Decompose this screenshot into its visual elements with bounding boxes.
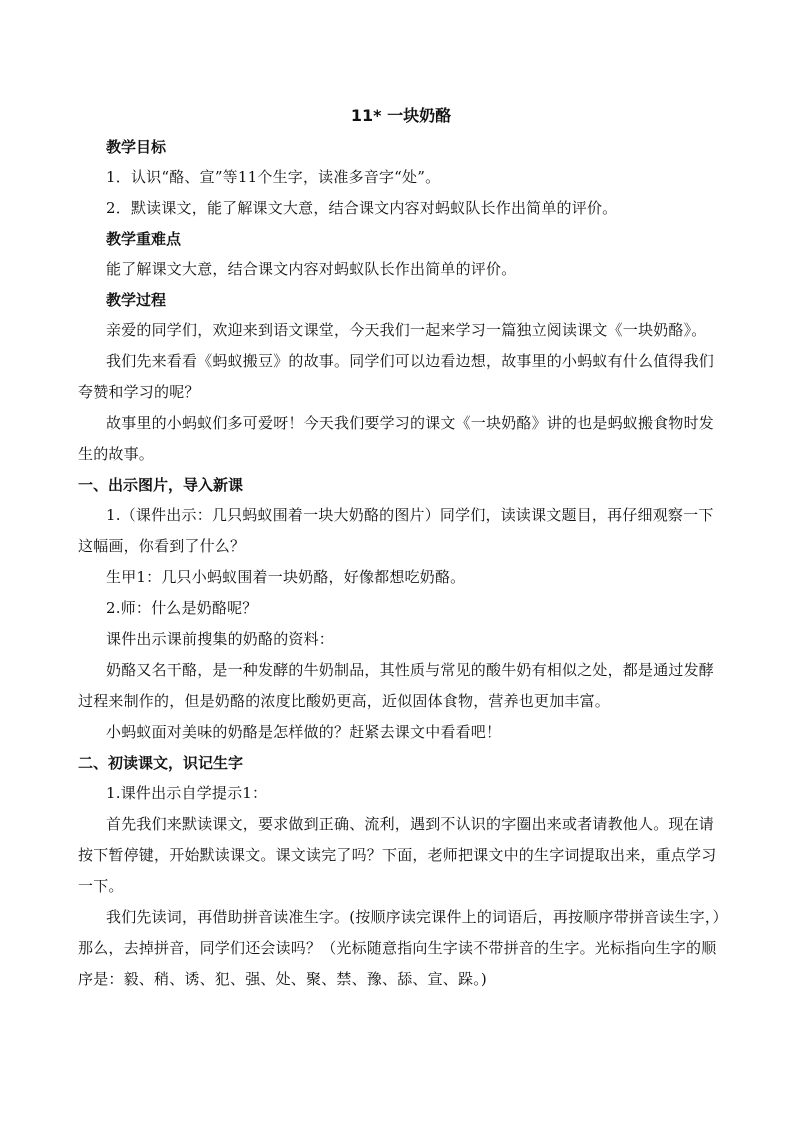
key-points-heading: 教学重难点 <box>106 230 182 248</box>
part1-paragraph-3: 2.师：什么是奶酪呢？ <box>106 599 258 617</box>
key-points-text: 能了解课文大意，结合课文内容对蚂蚁队长作出简单的评价。 <box>106 260 517 278</box>
part2-paragraph-3: 我们先读词，再借助拼音读准生字。(按顺序读完课件上的词语后，再按顺序带拼音读生字，）那么，去掉拼音，同学们还会读吗？（光标随意指向生字读不带拼音的生字。光标指向生字的顺序是：毅、稍、诱、犯、强、处、聚、禁、豫、舔、宣、跺。) <box>78 908 721 988</box>
part1-paragraph-4: 课件出示课前搜集的奶酪的资料： <box>106 630 335 648</box>
part1-paragraph-6: 小蚂蚁面对美味的奶酪是怎样做的？赶紧去课文中看看吧！ <box>106 723 502 741</box>
page-title: 11* 一块奶酪 <box>350 106 452 125</box>
part2-paragraph-2: 首先我们来默读课文，要求做到正确、流利，遇到不认识的字圈出来或者请教他人。现在请按下暂停键，开始默读课文。课文读完了吗？下面，老师把课文中的生字词提取出来，重点学习一下。 <box>78 815 717 895</box>
goals-heading: 教学目标 <box>106 138 167 156</box>
intro-paragraph-3: 故事里的小蚂蚁们多可爱呀！今天我们要学习的课文《一块奶酪》讲的也是蚂蚁搬食物时发生的故事。 <box>78 414 715 463</box>
part2-paragraph-1: 1.课件出示自学提示1： <box>106 784 268 802</box>
intro-paragraph-1: 亲爱的同学们，欢迎来到语文课堂，今天我们一起来学习一篇独立阅读课文《一块奶酪》。 <box>106 321 707 339</box>
part1-paragraph-5: 奶酪又名干酪，是一种发酵的牛奶制品，其性质与常见的酸牛奶有相似之处，都是通过发酵过程来制作的，但是奶酪的浓度比酸奶更高，近似固体食物，营养也更加丰富。 <box>78 661 715 710</box>
part1-paragraph-1: 1.（课件出示：几只蚂蚁围着一块大奶酪的图片）同学们，读读课文题目，再仔细观察一下这幅画，你看到了什么？ <box>78 506 714 555</box>
intro-paragraph-2: 我们先来看看《蚂蚁搬豆》的故事。同学们可以边看边想，故事里的小蚂蚁有什么值得我们夸赞和学习的呢？ <box>78 352 715 401</box>
part1-paragraph-2: 生甲1：几只小蚂蚁围着一块奶酪，好像都想吃奶酪。 <box>106 568 466 586</box>
goal-item-2: 2．默读课文，能了解课文大意，结合课文内容对蚂蚁队长作出简单的评价。 <box>106 199 618 217</box>
part2-heading: 二、初读课文，识记生字 <box>78 754 244 772</box>
goal-item-1: 1．认识“酪、宣”等11个生字，读准多音字“处”。 <box>106 168 441 186</box>
process-heading: 教学过程 <box>106 291 167 309</box>
document-body <box>78 100 724 995</box>
part1-heading: 一、出示图片，导入新课 <box>78 476 244 494</box>
